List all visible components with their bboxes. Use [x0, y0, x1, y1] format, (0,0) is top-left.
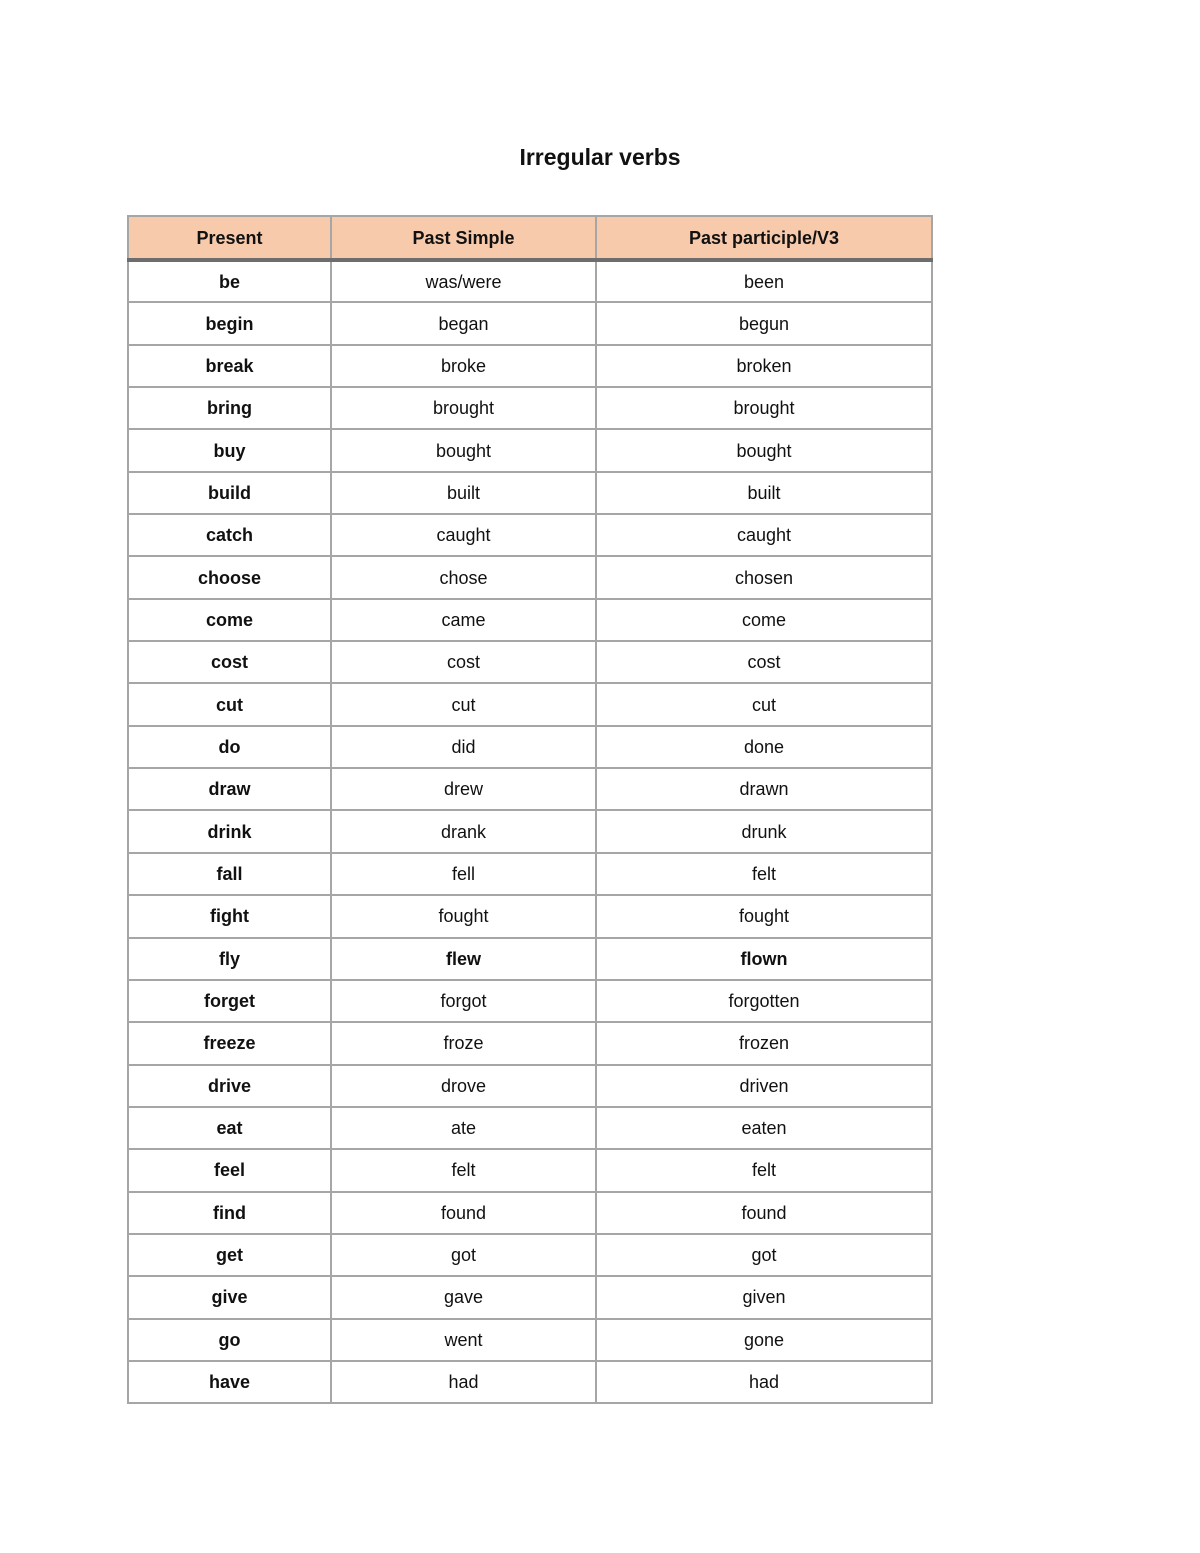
cell-present: fly [128, 938, 331, 980]
cell-past-simple: flew [331, 938, 596, 980]
cell-past-participle: fought [596, 895, 932, 937]
cell-past-simple: caught [331, 514, 596, 556]
cell-past-participle: begun [596, 302, 932, 344]
cell-past-simple: was/were [331, 260, 596, 302]
table-row [128, 1107, 932, 1149]
cell-past-participle: broken [596, 345, 932, 387]
cell-past-simple: bought [331, 429, 596, 471]
table-row [128, 1192, 932, 1234]
table-row [128, 1149, 932, 1191]
table-row [128, 345, 932, 387]
header-past-participle: Past participle/V3 [596, 216, 932, 260]
table-row [128, 429, 932, 471]
cell-past-simple: began [331, 302, 596, 344]
header-present: Present [128, 216, 331, 260]
cell-present: break [128, 345, 331, 387]
cell-present: cut [128, 683, 331, 725]
table-row [128, 1319, 932, 1361]
cell-past-participle: driven [596, 1065, 932, 1107]
cell-past-simple: forgot [331, 980, 596, 1022]
table-row [128, 599, 932, 641]
cell-past-participle: built [596, 472, 932, 514]
cell-present: go [128, 1319, 331, 1361]
header-past-simple: Past Simple [331, 216, 596, 260]
table-row [128, 853, 932, 895]
cell-past-simple: froze [331, 1022, 596, 1064]
cell-past-participle: found [596, 1192, 932, 1234]
table-row [128, 1065, 932, 1107]
cell-past-simple: fell [331, 853, 596, 895]
cell-past-participle: felt [596, 1149, 932, 1191]
cell-past-simple: drove [331, 1065, 596, 1107]
table-row [128, 895, 932, 937]
cell-past-participle: given [596, 1276, 932, 1318]
cell-present: eat [128, 1107, 331, 1149]
cell-past-participle: brought [596, 387, 932, 429]
cell-past-simple: got [331, 1234, 596, 1276]
cell-past-simple: fought [331, 895, 596, 937]
cell-past-participle: felt [596, 853, 932, 895]
cell-present: build [128, 472, 331, 514]
table-row [128, 1361, 932, 1403]
page-title: Irregular verbs [519, 144, 681, 170]
cell-past-participle: caught [596, 514, 932, 556]
cell-present: forget [128, 980, 331, 1022]
table-row [128, 980, 932, 1022]
table-row [128, 1022, 932, 1064]
cell-past-participle: been [596, 260, 932, 302]
cell-past-participle: frozen [596, 1022, 932, 1064]
cell-past-participle: gone [596, 1319, 932, 1361]
header-row [128, 216, 932, 260]
cell-past-simple: gave [331, 1276, 596, 1318]
table-row [128, 472, 932, 514]
cell-present: buy [128, 429, 331, 471]
table-row [128, 641, 932, 683]
cell-present: freeze [128, 1022, 331, 1064]
table-row [128, 1234, 932, 1276]
cell-present: do [128, 726, 331, 768]
cell-present: begin [128, 302, 331, 344]
table-row [128, 260, 932, 302]
cell-past-participle: flown [596, 938, 932, 980]
table-row [128, 514, 932, 556]
table-row [128, 810, 932, 852]
cell-present: drive [128, 1065, 331, 1107]
cell-present: bring [128, 387, 331, 429]
cell-present: be [128, 260, 331, 302]
table-row [128, 768, 932, 810]
table-row [128, 556, 932, 598]
cell-past-simple: went [331, 1319, 596, 1361]
cell-past-participle: chosen [596, 556, 932, 598]
cell-present: come [128, 599, 331, 641]
table-row [128, 1276, 932, 1318]
cell-past-simple: broke [331, 345, 596, 387]
cell-past-simple: felt [331, 1149, 596, 1191]
cell-past-simple: came [331, 599, 596, 641]
cell-past-simple: ate [331, 1107, 596, 1149]
cell-past-participle: got [596, 1234, 932, 1276]
table-row [128, 683, 932, 725]
cell-past-simple: cut [331, 683, 596, 725]
table-body [128, 260, 932, 1403]
table-row [128, 938, 932, 980]
table-row [128, 387, 932, 429]
cell-present: drink [128, 810, 331, 852]
cell-past-participle: forgotten [596, 980, 932, 1022]
cell-present: draw [128, 768, 331, 810]
cell-present: choose [128, 556, 331, 598]
irregular-verbs-table [127, 215, 933, 1404]
cell-past-participle: come [596, 599, 932, 641]
cell-past-simple: built [331, 472, 596, 514]
cell-past-participle: had [596, 1361, 932, 1403]
cell-past-participle: drawn [596, 768, 932, 810]
cell-past-simple: drew [331, 768, 596, 810]
cell-present: cost [128, 641, 331, 683]
cell-past-simple: chose [331, 556, 596, 598]
cell-past-simple: found [331, 1192, 596, 1234]
cell-past-simple: brought [331, 387, 596, 429]
cell-past-participle: cut [596, 683, 932, 725]
cell-present: fall [128, 853, 331, 895]
cell-present: find [128, 1192, 331, 1234]
cell-present: have [128, 1361, 331, 1403]
cell-present: feel [128, 1149, 331, 1191]
cell-present: get [128, 1234, 331, 1276]
table-header [128, 216, 932, 260]
cell-past-participle: drunk [596, 810, 932, 852]
cell-past-simple: cost [331, 641, 596, 683]
table-row [128, 302, 932, 344]
cell-present: fight [128, 895, 331, 937]
cell-present: give [128, 1276, 331, 1318]
cell-past-simple: drank [331, 810, 596, 852]
table-row [128, 726, 932, 768]
cell-present: catch [128, 514, 331, 556]
cell-past-simple: did [331, 726, 596, 768]
cell-past-participle: eaten [596, 1107, 932, 1149]
cell-past-participle: done [596, 726, 932, 768]
cell-past-participle: cost [596, 641, 932, 683]
cell-past-simple: had [331, 1361, 596, 1403]
cell-past-participle: bought [596, 429, 932, 471]
